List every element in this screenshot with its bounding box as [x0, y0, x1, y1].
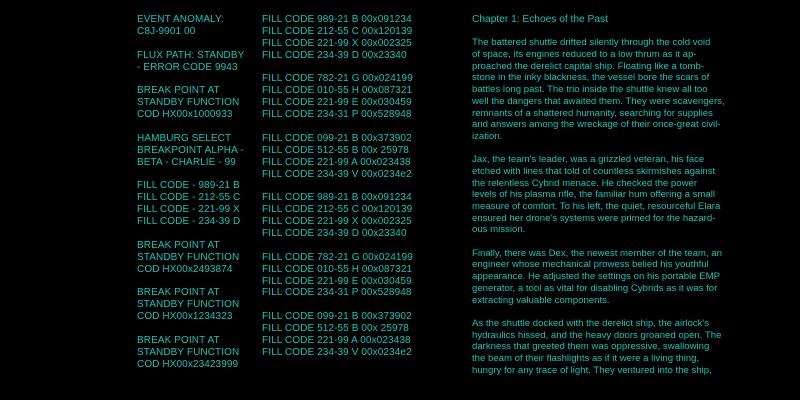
fill-code-line: FILL CODE 212-55 C 00x120139	[262, 25, 413, 37]
story-line: measure of comfort. To his left, the quiet, resourceful Elara	[472, 201, 721, 212]
fill-code-line: FILL CODE 234-39 V 00x0234e2	[262, 346, 412, 358]
story-line: engineer whose mechanical prowess belied his youthful	[472, 259, 709, 271]
terminal-log-line: FILL CODE - 221-99 X	[137, 204, 240, 216]
terminal-log-line	[137, 228, 255, 240]
terminal-log-line: FILL CODE - 212-55 C	[137, 192, 241, 204]
terminal-log-line: BETA - CHARLIE - 99	[137, 156, 236, 168]
terminal-log-line	[137, 323, 255, 335]
story-line: appearance. He adjusted the settings on his portable EMP	[472, 271, 720, 283]
story-line: Jax, the team's leader, was a grizzled veteran, his face	[472, 154, 705, 166]
terminal-log-line: FILL CODE - 989-21 B	[137, 180, 240, 192]
fill-code-line: FILL CODE 234-31 P 00x528948	[262, 109, 412, 121]
fill-code-line: FILL CODE 234-31 P 00x528948	[262, 287, 412, 299]
fill-code-line: FILL CODE 221-99 X 00x002325	[262, 37, 412, 49]
terminal-log-line: BREAKPOINT ALPHA -	[137, 144, 244, 156]
fill-code-line: FILL CODE 099-21 B 00x373902	[262, 132, 412, 144]
story-line: The battered shuttle drifted silently through the cold void	[472, 37, 711, 49]
fill-code-line	[262, 121, 432, 133]
terminal-log-line: STANDBY FUNCTION	[137, 346, 240, 358]
terminal-log-line: COD HX00x1000933	[137, 109, 233, 121]
story-line: levels of his plasma rifle, the familiar hum offering a small	[472, 189, 715, 201]
story-line: the relentless Cybrid menace. He checked the power	[472, 177, 698, 189]
terminal-log-line: C8J-9901 00	[137, 25, 196, 37]
terminal-log-line: STANDBY FUNCTION	[137, 251, 240, 263]
terminal-log-line: COD HX00x1234323	[137, 311, 233, 323]
fill-code-line: FILL CODE 234-39 D 00x23340	[262, 228, 407, 240]
terminal-log-line: BREAK POINT AT	[137, 335, 220, 347]
terminal-log-line: STANDBY FUNCTION	[137, 97, 240, 109]
story-line: remnants of a shattered humanity, searching for supplies	[472, 107, 713, 119]
fill-code-line: FILL CODE 512-55 B 00x 25978	[262, 323, 409, 335]
terminal-log-right	[262, 14, 432, 359]
fill-code-line	[262, 240, 432, 252]
story-line: hydraulics hissed, and the heavy doors groaned open. The	[472, 329, 722, 341]
story-line: ization.	[472, 130, 503, 142]
fill-code-line	[262, 299, 432, 311]
terminal-log-line: COD HX00x23423999	[137, 358, 239, 370]
terminal-log-line: BREAK POINT AT	[137, 239, 220, 251]
story-panel	[472, 14, 790, 388]
fill-code-line	[262, 180, 432, 192]
terminal-log-line: BREAK POINT AT	[137, 85, 220, 97]
fill-code-line: FILL CODE 221-99 E 00x030459	[262, 275, 412, 287]
terminal-log-line: BREAK POINT AT	[137, 287, 220, 299]
story-body	[472, 37, 790, 376]
story-line: etched with lines that told of countless skirmishes against	[472, 165, 716, 177]
fill-code-line: FILL CODE 221-99 X 00x002325	[262, 216, 412, 228]
fill-code-line: FILL CODE 010-55 H 00x087321	[262, 85, 413, 97]
story-line: of space, its engines reduced to a low thrum as it ap-	[472, 49, 697, 61]
story-paragraph	[472, 248, 790, 306]
fill-code-line: FILL CODE 512-55 B 00x 25978	[262, 144, 409, 156]
terminal-log-line: EVENT ANOMALY:	[137, 14, 225, 25]
story-line: battles long past. The trio inside the shuttle knew all too	[472, 84, 708, 96]
fill-code-line: FILL CODE 234-39 V 00x0234e2	[262, 168, 412, 180]
fill-code-line: FILL CODE 234-39 D 00x23340	[262, 49, 407, 61]
fill-code-line: FILL CODE 221-99 E 00x030459	[262, 97, 412, 109]
fill-code-line: FILL CODE 989-21 B 00x091234	[262, 14, 412, 25]
terminal-log-line: COD HX00x2493874	[137, 263, 233, 275]
terminal-log-line	[137, 169, 255, 181]
terminal-log-line	[137, 276, 255, 288]
terminal-log-line: FLUX PATH: STANDBY	[137, 49, 245, 61]
story-line: stone in the inky blackness, the vessel bore the scars of	[472, 72, 710, 84]
terminal-log-line: - ERROR CODE 9943	[137, 61, 238, 73]
terminal-log-line	[137, 38, 255, 50]
story-paragraph	[472, 37, 790, 142]
terminal-log-line	[137, 121, 255, 133]
fill-code-line: FILL CODE 212-55 C 00x120139	[262, 204, 413, 216]
story-line: the beam of their flashlights as if it were a living thing,	[472, 352, 700, 364]
story-line: extracting valuable components.	[472, 294, 610, 306]
story-line: proached the derelict capital ship. Floating like a tomb-	[472, 60, 704, 72]
story-paragraph	[472, 154, 790, 236]
story-paragraph	[472, 318, 790, 376]
terminal-log-line: FILL CODE - 234-39 D	[137, 216, 241, 228]
terminal-log-line: HAMBURG SELECT	[137, 132, 232, 144]
terminal-log-line	[137, 73, 255, 85]
story-line: Finally, there was Dex, the newest member of the team, an	[472, 247, 722, 259]
fill-code-line: FILL CODE 782-21 G 00x024199	[262, 251, 413, 263]
fill-code-line: FILL CODE 221-99 A 00x023438	[262, 335, 411, 347]
story-line: darkness that greeted them was oppressive, swallowing	[472, 341, 710, 353]
terminal-log-left	[137, 14, 255, 371]
fill-code-line: FILL CODE 221-99 A 00x023438	[262, 156, 411, 168]
story-line: ensured her drone's systems were primed for the hazard-	[472, 212, 716, 224]
terminal-log-line: STANDBY FUNCTION	[137, 299, 240, 311]
fill-code-line: FILL CODE 099-21 B 00x373902	[262, 311, 412, 323]
story-line: As the shuttle docked with the derelict ship, the airlock's	[472, 317, 710, 329]
story-line: and answers among the wreckage of their once-great civil-	[472, 119, 721, 131]
story-line: well the dangers that awaited them. They were scavengers,	[472, 95, 725, 107]
fill-code-line	[262, 62, 432, 74]
story-line: ous mission.	[472, 224, 526, 236]
story-line: generator, a tool as vital for disabling Cybrids as it was for	[472, 282, 718, 294]
story-line: hungry for any trace of light. They ventured into the ship,	[472, 364, 712, 376]
fill-code-line: FILL CODE 989-21 B 00x091234	[262, 192, 412, 204]
fill-code-line: FILL CODE 010-55 H 00x087321	[262, 263, 413, 275]
fill-code-line: FILL CODE 782-21 G 00x024199	[262, 73, 413, 85]
chapter-title: Chapter 1: Echoes of the Past	[472, 14, 608, 25]
